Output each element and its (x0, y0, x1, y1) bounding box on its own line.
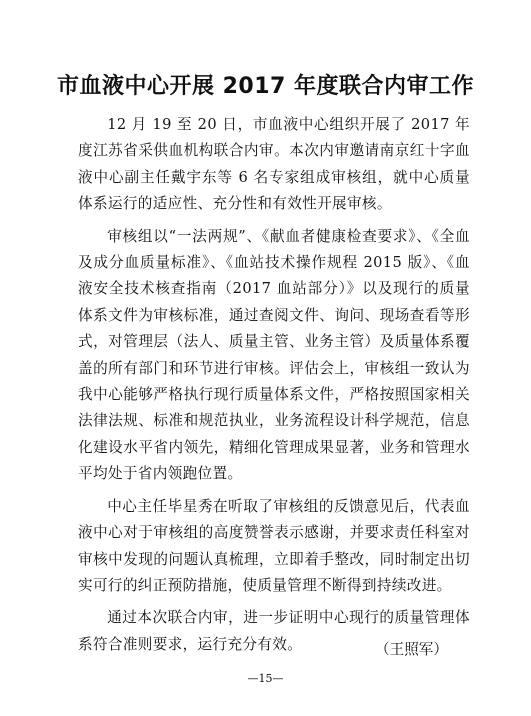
author-signature: （王照军） (375, 641, 448, 658)
document-title: 市血液中心开展 2017 年度联合内审工作 (56, 74, 475, 99)
paragraph-3: 中心主任毕星秀在听取了审核组的反馈意见后，代表血液中心对于审核组的高度赞誉表示感谢，并要求责任科室对审核中发现的问题认真梳理，立即着手整改，同时制定出切实可行的纠正预防措施，使质量管理不断得到持续改进。 (78, 497, 470, 594)
document-body (78, 112, 470, 658)
paragraph-2: 审核组以“一法两规”、《献血者健康检查要求》、《全血及成分血质量标准》、《血站技术操作规程 2015 版》、《血液安全技术核查指南（2017 血站部分）》以及现行的质量体系文件为审核标准，通过查阅文件、询问、现场查看等形式，对管理层（法人、质量主管、业务主管）及质量体系覆盖的所有部门和环节进行审核。评估会上，审核组一致认为我中心能够严格执行现行质量体系文件，严格按照国家相关法律法规、标准和规范执业，业务流程设计科学规范，信息化建设水平省内领先，精细化管理成果显著，业务和管理水平均处于省内领跑位置。 (78, 227, 470, 483)
paragraph-1: 12 月 19 至 20 日，市血液中心组织开展了 2017 年度江苏省采供血机构联合内审。本次内审邀请南京红十字血液中心副主任戴宇东等 6 名专家组成审核组，就中心质量体系运行的适应性、充分性和有效性开展审核。 (78, 116, 470, 213)
paragraph-4: 通过本次联合内审，进一步证明中心现行的质量管理体系符合准则要求，运行充分有效。 (78, 609, 470, 653)
page-number: —15— (247, 672, 284, 685)
